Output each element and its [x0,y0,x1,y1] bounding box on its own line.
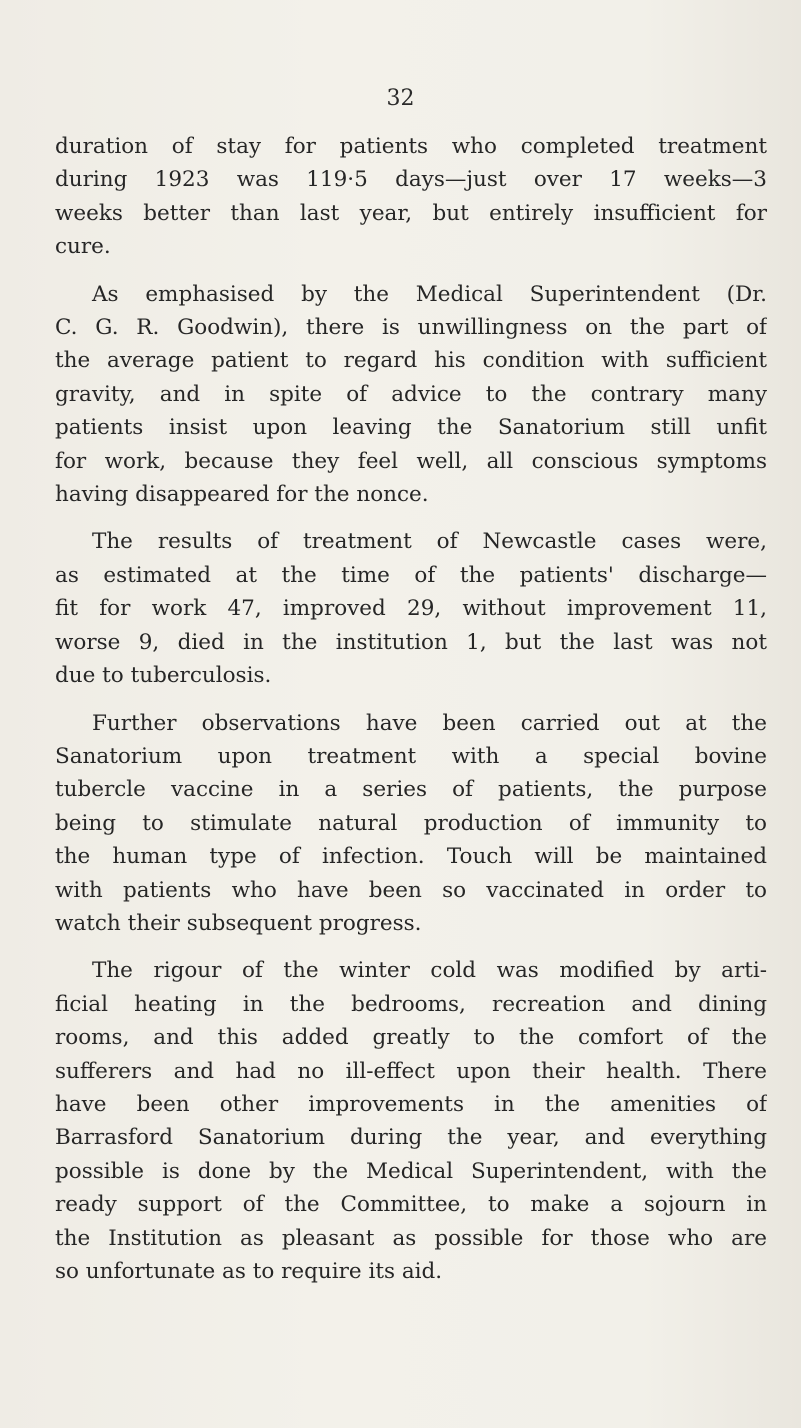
text-line: due to tuberculosis. [55,663,272,689]
text-line: C. G. R. Goodwin), there is unwillingness on the part of [55,315,767,341]
paragraph-1 [55,130,767,264]
text-line: being to stimulate natural production of immunity to [55,810,767,836]
body-text [55,130,767,1302]
text-line: during 1923 was 119·5 days—just over 17 weeks—3 [55,167,767,193]
text-line: The rigour of the winter cold was modified by arti- [92,958,767,984]
text-line: ficial heating in the bedrooms, recreation and dining [55,991,767,1017]
text-line: worse 9, died in the institution 1, but the last was not [55,629,767,655]
paragraph-3 [55,525,767,692]
text-line: cure. [55,234,111,260]
page-number: 32 [386,86,415,111]
text-line: The results of treatment of Newcastle cases were, [92,529,767,555]
text-line: As emphasised by the Medical Superintendent (Dr. [92,281,767,307]
text-line: the Institution as pleasant as possible for those who are [55,1225,767,1251]
text-line: with patients who have been so vaccinated in order to [55,877,767,903]
text-line: Sanatorium upon treatment with a special bovine [55,743,767,769]
text-line: so unfortunate as to require its aid. [55,1259,443,1284]
text-line: ready support of the Committee, to make a sojourn in [55,1192,767,1218]
text-line: Further observations have been carried out at the [92,710,767,736]
text-line: watch their subsequent progress. [55,910,422,936]
text-line: rooms, and this added greatly to the comfort of the [55,1025,767,1051]
text-line: gravity, and in spite of advice to the contrary many [55,381,767,407]
text-line: sufferers and had no ill-effect upon their health. There [55,1058,767,1084]
text-line: duration of stay for patients who completed treatment [55,134,767,159]
text-line: for work, because they feel well, all conscious symptoms [55,448,767,474]
paragraph-4 [55,707,767,941]
text-line: patients insist upon leaving the Sanatorium still unfit [55,415,767,441]
text-line: have been other improvements in the amenities of [55,1091,767,1117]
paragraph-2 [55,278,767,512]
paragraph-5 [55,954,767,1288]
text-line: possible is done by the Medical Superintendent, with the [55,1158,767,1184]
text-line: weeks better than last year, but entirely insufficient for [55,200,767,226]
text-line: the human type of infection. Touch will be maintained [55,844,767,870]
text-line: the average patient to regard his condition with sufficient [55,348,767,374]
text-line: Barrasford Sanatorium during the year, and everything [55,1125,767,1151]
text-line: as estimated at the time of the patients' discharge— [55,562,767,588]
text-line: fit for work 47, improved 29, without improvement 11, [55,596,767,622]
text-line: having disappeared for the nonce. [55,482,429,508]
text-line: tubercle vaccine in a series of patients, the purpose [55,777,767,803]
